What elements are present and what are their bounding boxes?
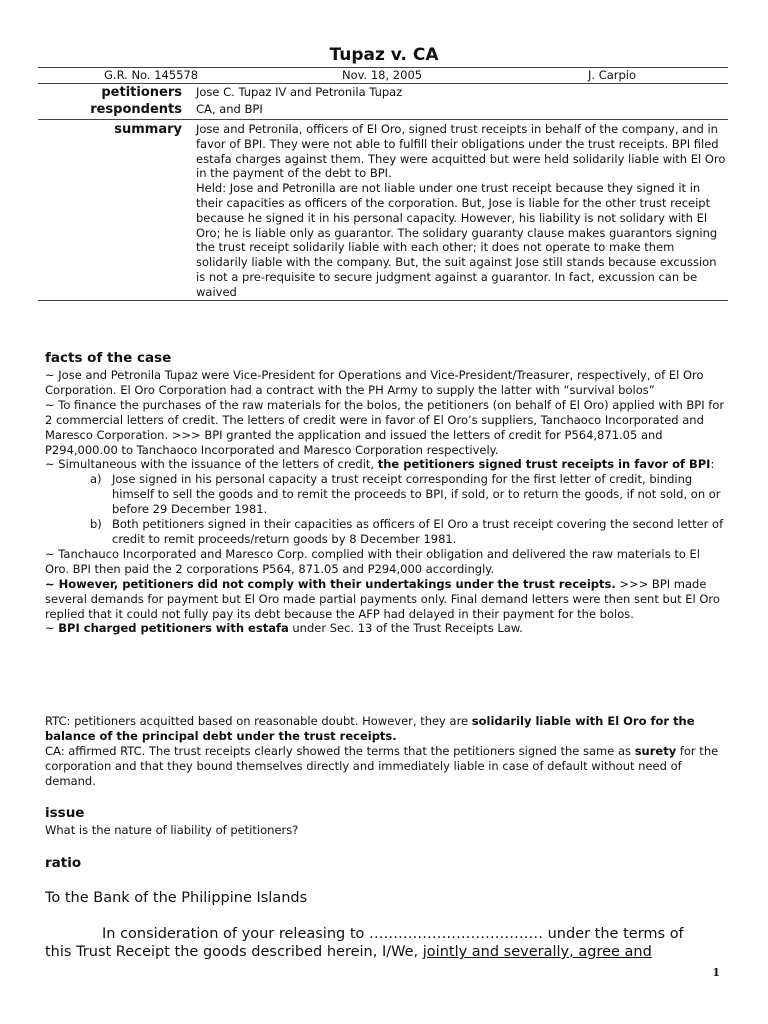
ruling-emphasis: surety [634, 743, 677, 758]
ruling-text: CA: affirmed RTC. The trust receipts clearly showed the terms that the petitioners signed the same as [45, 743, 635, 758]
issue-heading: issue [45, 805, 85, 821]
respondents-value: CA, and BPI [196, 102, 263, 116]
respondents-label: respondents [90, 102, 182, 117]
ratio-heading: ratio [45, 855, 82, 871]
facts-emphasis: the petitioners signed trust receipts in favor of BPI [377, 457, 711, 472]
table-rule [38, 119, 728, 120]
rtc-ruling [45, 714, 725, 744]
facts-text: : [710, 457, 715, 472]
list-item-text: Jose signed in his personal capacity a trust receipt corresponding for the first letter of credit, binding himself to sell the goods and to remit the proceeds to BPI, if sold, or to return the goods, if not sold, on or before 29 December 1981. [112, 472, 721, 517]
facts-text: ~ [45, 621, 59, 636]
facts-paragraph [45, 457, 725, 472]
petitioners-value: Jose C. Tupaz IV and Petronila Tupaz [196, 85, 403, 99]
facts-emphasis: BPI charged petitioners with estafa [58, 621, 289, 636]
ratio-underlined-text: jointly and severally, agree and [422, 944, 652, 960]
facts-text: under Sec. 13 of the Trust Receipts Law. [288, 621, 523, 636]
summary-label: summary [114, 122, 182, 137]
facts-emphasis: ~ However, petitioners did not comply with their undertakings under the trust receipts. [45, 576, 616, 591]
ruling-text: for the corporation and that they bound themselves directly and immediately liable in case of default without need of demand. [45, 743, 719, 788]
ratio-quote-line: In consideration of your releasing to ……………………………… under the terms of [102, 926, 684, 942]
summary-text [196, 122, 728, 300]
list-item [45, 517, 725, 547]
list-item-text: Both petitioners signed in their capacities as officers of El Oro a trust receipt covering the second letter of credit to remit proceeds/return goods by 8 December 1981. [112, 517, 724, 546]
issue-question: What is the nature of liability of petitioners? [45, 823, 299, 837]
ruling-emphasis: solidarily liable with El Oro for the balance of the principal debt under the trust receipts. [45, 714, 695, 743]
table-rule [38, 300, 728, 301]
facts-paragraph: ~ Jose and Petronila Tupaz were Vice-President for Operations and Vice-President/Treasurer, respectively, of El Oro Corporation. El Oro Corporation had a contract with the PH Army to supply the latter with “survival bolos” [45, 368, 704, 397]
list-marker: b) [90, 517, 102, 532]
facts-body [45, 368, 725, 636]
summary-held-paragraph: Held: Jose and Petronilla are not liable under one trust receipt because they signed it in their capacities as officers of the corporation. But, Jose is liable for the other trust receipt because he signed it in his personal capacity. However, his liability is not solidary with El Oro; he is liable only as guarantor. The solidary guaranty clause makes guarantors signing the trust receipt solidarily liable with each other; it does not operate to make them solidarily liable with the company. But, the suit against Jose still stands because excussion is not a pre-requisite to secure judgment against a guarantor. In fact, excussion can be waived [196, 181, 718, 299]
trust-receipt-list [45, 472, 725, 547]
table-rule [38, 83, 728, 84]
facts-text: ~ Simultaneous with the issuance of the letters of credit, [45, 457, 378, 472]
petitioners-label: petitioners [101, 85, 182, 100]
facts-paragraph: ~ Tanchauco Incorporated and Maresco Corp. complied with their obligation and delivered the raw materials to El Oro. BPI then paid the 2 corporations P564, 871.05 and P294,000 accordingly. [45, 546, 701, 576]
lower-court-rulings [45, 714, 725, 789]
ratio-addressee: To the Bank of the Philippine Islands [45, 890, 308, 906]
gr-number: G.R. No. 145578 [104, 68, 199, 82]
summary-paragraph: Jose and Petronila, officers of El Oro, signed trust receipts in behalf of the company, and in favor of BPI. They were not able to fulfill their obligations under the trust receipts. BPI filed estafa charges against them. They were acquitted but were held solidarily liable with El Oro in the payment of the debt to BPI. [196, 122, 726, 181]
facts-paragraph [45, 577, 725, 622]
facts-heading: facts of the case [45, 350, 172, 366]
case-title: Tupaz v. CA [329, 45, 439, 65]
ratio-text: this Trust Receipt the goods described herein, I/We, [45, 944, 423, 960]
ca-ruling [45, 744, 725, 789]
facts-text: >>> BPI made several demands for payment but El Oro made partial payments only. Final demand letters were then sent but El Oro replied that it could not fully pay its debt because the AFP had delayed in their payment for the bolos. [45, 576, 720, 621]
ruling-text: RTC: petitioners acquitted based on reasonable doubt. However, they are [45, 714, 472, 728]
decision-date: Nov. 18, 2005 [342, 68, 423, 82]
facts-paragraph: ~ To finance the purchases of the raw materials for the bolos, the petitioners (on behalf of El Oro) applied with BPI for 2 commercial letters of credit. The letters of credit were in favor of El Oro’s suppliers, Tanchaoco Incorporated and Maresco Corporation. >>> BPI granted the application and issued the letters of credit for P564,871.05 and P294,000.00 to Tanchaoco Incorporated and Maresco Corporation respectively. [45, 397, 725, 457]
list-marker: a) [90, 472, 102, 487]
list-item [45, 472, 725, 517]
ponente: J. Carpio [588, 68, 637, 82]
page-number: 1 [712, 966, 720, 979]
facts-paragraph [45, 621, 725, 636]
ratio-quote-line [45, 944, 652, 960]
